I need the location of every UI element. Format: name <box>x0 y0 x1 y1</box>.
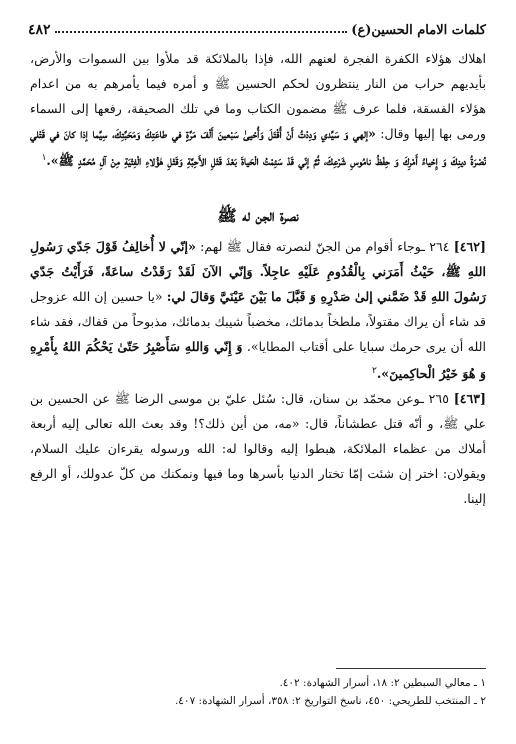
paragraph-2-quote-2: وَ إِنّي وَاللهِ سَأَصْبِرُ حَتّىٰ يَحْكُمَ اللهُ بِأَمْرِهِ وَ هُوَ خَيْرُ الْحاكِمينَ». <box>30 339 486 382</box>
paragraph-1-text: اهلاك هؤلاء الكفرة الفجرة لعنهم الله، فإذا بالملائكة قد ملأوا بين السموات والأرض، بأيديهم حراب من النار ينتظرون لحكم الحسين ﷺ و أمره فيما يأمرهم به من اعدام هؤلاء الفسقة، فلما عرف ﷺ مضمون الكتاب وما في تلك الصحيفة، رفعها إلى السماء ورمى بها إليها وقال: <box>30 51 486 141</box>
running-header <box>28 14 486 38</box>
paragraph-3-text: وعن محمّد بن سنان، قال: سُئل عليّ بن موسى الرضا ﷺ عن الحسين بن علي ﷺ، و أنّه قتل عطشاناً، قال: «مه، من أين ذلك؟! وقد بعث الله تعالى إليه أربعة أملاك من عظماء الملائكة، هبطوا إليه وقالوا له: الله ورسوله يقرءان عليك السلام، ويقولان: اختر إن شئت إمّا تختار الدنيا بأسرها وما فيها ونمكنك من كلّ عدولك، أو الرفع إلينا. <box>30 391 486 507</box>
paragraph-1 <box>30 46 486 173</box>
footnote-2: ٢ ـ المنتخب للطريحي: ٤٥٠، ناسخ التواريخ ٢: ٣٥٨، أسرار الشهادة: ٤٠٧. <box>174 695 486 707</box>
footnote-ref-2: ٢ <box>372 366 377 377</box>
paragraph-2-text-2: «يا حسين إن الله عزوجل قد شاء أن يراك مقتولاً، ملطخاً بدمائك، مخضباً شيبك بدمائك، مذبوحاً من قفاك، فقد شاء الله أن يرى حرمك سبايا على أقتاب المطايا». <box>30 289 487 355</box>
page-number: ٤٨٢ <box>28 22 51 38</box>
footnote-1: ١ ـ معالي السبطين ٢: ١٨، أسرار الشهادة: ٤٠٢. <box>279 677 486 689</box>
footnote-ref-1: ١ <box>41 153 47 163</box>
paragraph-3 <box>30 386 486 511</box>
running-title: كلمات الامام الحسين(ع) <box>351 23 486 38</box>
main-text <box>30 46 486 511</box>
paragraph-2 <box>30 234 486 386</box>
paragraph-2-quote: «إنّي لا أُخالِفُ قَوْلَ جَدّي رَسُولِ اللهِ ﷺ، حَيْثُ أَمَرَني بِالْقُدُومِ عَلَيْهِ عاجِلاً. وَإنّي الآنَ لَقَدْ رَقَدْتُ ساعَةً، فَرَأَيْتُ جَدّي رَسُولَ اللهِ قَدْ ضَمَّني إلىٰ صَدْرِهِ وَ قَبَّلَ ما بَيْنَ عَيْنَيَّ وَقالَ لي: <box>30 239 486 305</box>
paragraph-1-quote: «إلهي وَ سَيِّدي وَدِدْتُ أَنْ أُقْتَلَ وَأُحْيىٰ سَبْعينَ أَلْفَ مَرَّةٍ في طاعَتِكَ وَمَحَبَّتِكَ، سِيَّما إذا كانَ في قَتْلي نُصْرَةُ دينِكَ وَ إِحْياءُ أَمْرِكَ وَ حِفْظُ نامُوسِ شَرْعِكَ، ثُمَّ إنّي قَدْ سَئِمْتُ الْحَياةَ بَعْدَ قَتْلِ الأَحِبَّةِ وَقَتْلِ هٰؤُلاءِ الْفِتْيَةِ مِنْ آلِ مُحَمَّدٍ ﷺ». <box>30 126 486 169</box>
paragraph-2-text: وجاء أقوام من الجنّ لنصرته فقال ﷺ لهم: <box>195 239 422 255</box>
narration-number-462: [٤٦٢] <box>453 239 486 255</box>
footnotes <box>30 674 486 710</box>
header-leader-dots <box>55 31 348 33</box>
narration-number-463: [٤٦٣] <box>453 391 486 407</box>
section-title: نصرة الجن له ﷺ <box>217 206 299 226</box>
footnote-divider <box>336 668 486 669</box>
narration-number-264: ٢٦٤ ـ <box>421 239 450 255</box>
narration-number-265: ٢٦٥ ـ <box>420 391 449 407</box>
